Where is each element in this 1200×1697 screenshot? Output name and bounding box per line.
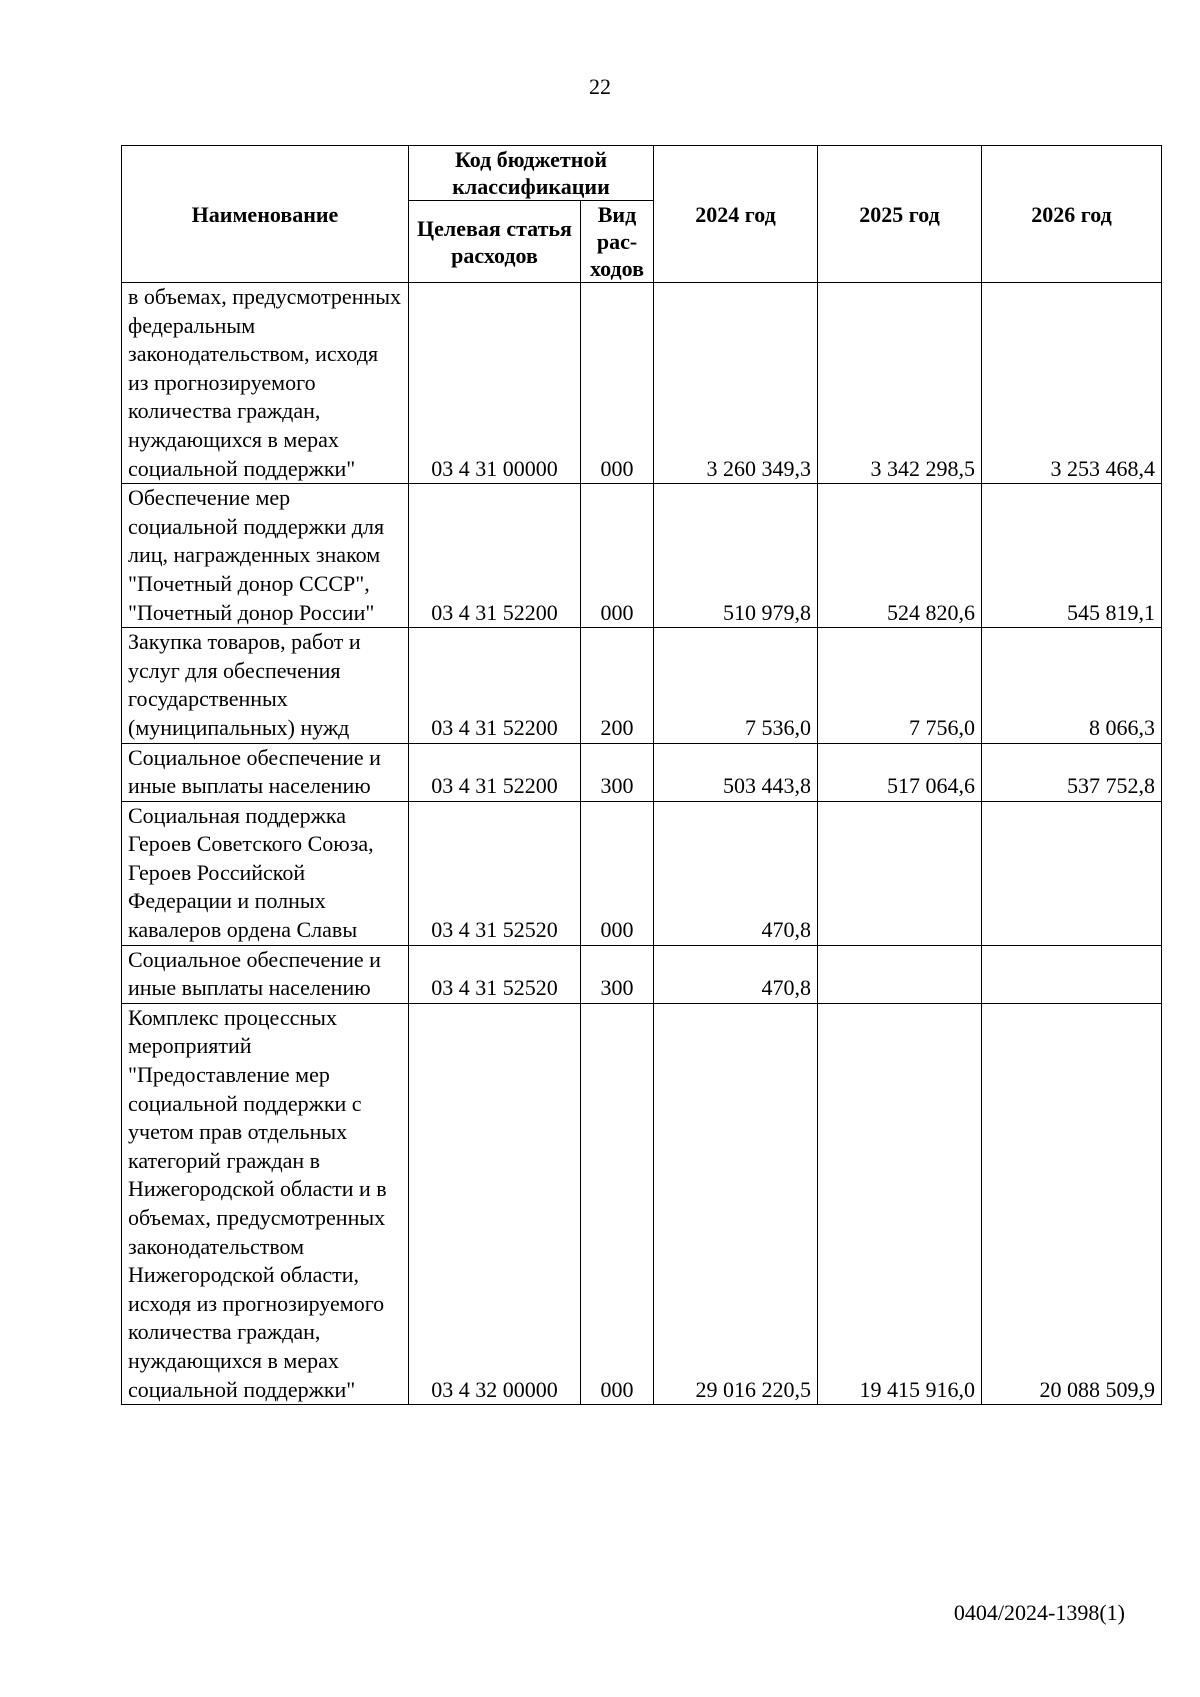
table-row xyxy=(122,1003,1162,1404)
row-2024: 470,8 xyxy=(654,945,818,1003)
row-kind: 000 xyxy=(581,1003,654,1404)
row-name: Социальное обеспечение и иные выплаты населению xyxy=(122,743,409,801)
row-2025: 517 064,6 xyxy=(818,743,982,801)
row-2025: 3 342 298,5 xyxy=(818,283,982,484)
row-code: 03 4 31 52200 xyxy=(409,628,581,743)
row-2025 xyxy=(818,801,982,945)
row-2024: 503 443,8 xyxy=(654,743,818,801)
row-2026: 537 752,8 xyxy=(982,743,1162,801)
table-body xyxy=(122,283,1162,1405)
header-2025: 2025 год xyxy=(818,146,982,283)
table-row xyxy=(122,945,1162,1003)
row-2025: 524 820,6 xyxy=(818,484,982,628)
row-2024: 510 979,8 xyxy=(654,484,818,628)
row-2026: 8 066,3 xyxy=(982,628,1162,743)
header-code-group: Код бюджетной классификации xyxy=(409,146,654,201)
row-kind: 200 xyxy=(581,628,654,743)
row-kind: 000 xyxy=(581,484,654,628)
page-number: 22 xyxy=(589,74,611,99)
table-row xyxy=(122,743,1162,801)
row-name: Комплекс процессных мероприятий "Предоставление мер социальной поддержки с учетом прав отдельных категорий граждан в Нижегородской области и в объемах, предусмотренных законодательством Нижегородской области, исходя из прогнозируемого количества граждан, нуждающихся в мерах социальной поддержки" xyxy=(122,1003,409,1404)
row-2026: 3 253 468,4 xyxy=(982,283,1162,484)
row-name: Социальная поддержка Героев Советского Союза, Героев Российской Федерации и полных кавалеров ордена Славы xyxy=(122,801,409,945)
row-2025 xyxy=(818,945,982,1003)
row-kind: 300 xyxy=(581,743,654,801)
row-code: 03 4 31 52200 xyxy=(409,743,581,801)
row-kind: 300 xyxy=(581,945,654,1003)
header-2024: 2024 год xyxy=(654,146,818,283)
table-header xyxy=(122,146,1162,283)
table-row xyxy=(122,801,1162,945)
row-2026: 545 819,1 xyxy=(982,484,1162,628)
document-registration-code: 0404/2024-1398(1) xyxy=(953,1600,1125,1625)
row-code: 03 4 31 00000 xyxy=(409,283,581,484)
row-code: 03 4 31 52200 xyxy=(409,484,581,628)
row-name: в объемах, предусмотренных федеральным законодательством, исходя из прогнозируемого количества граждан, нуждающихся в мерах социальной поддержки" xyxy=(122,283,409,484)
row-code: 03 4 31 52520 xyxy=(409,801,581,945)
row-2024: 7 536,0 xyxy=(654,628,818,743)
row-kind: 000 xyxy=(581,801,654,945)
header-expense-kind: Вид рас-ходов xyxy=(581,201,654,283)
table-row xyxy=(122,628,1162,743)
row-2026: 20 088 509,9 xyxy=(982,1003,1162,1404)
row-name: Обеспечение мер социальной поддержки для лиц, награжденных знаком "Почетный донор СССР", "Почетный донор России" xyxy=(122,484,409,628)
row-name: Социальное обеспечение и иные выплаты населению xyxy=(122,945,409,1003)
header-target-item: Целевая статья расходов xyxy=(409,201,581,283)
row-name: Закупка товаров, работ и услуг для обеспечения государственных (муниципальных) нужд xyxy=(122,628,409,743)
row-2024: 29 016 220,5 xyxy=(654,1003,818,1404)
row-2026 xyxy=(982,801,1162,945)
table-row xyxy=(122,484,1162,628)
budget-table xyxy=(121,145,1162,1405)
row-2024: 3 260 349,3 xyxy=(654,283,818,484)
header-name: Наименование xyxy=(122,146,409,283)
row-code: 03 4 32 00000 xyxy=(409,1003,581,1404)
row-code: 03 4 31 52520 xyxy=(409,945,581,1003)
row-kind: 000 xyxy=(581,283,654,484)
row-2025: 7 756,0 xyxy=(818,628,982,743)
table-row xyxy=(122,283,1162,484)
row-2024: 470,8 xyxy=(654,801,818,945)
row-2025: 19 415 916,0 xyxy=(818,1003,982,1404)
header-2026: 2026 год xyxy=(982,146,1162,283)
row-2026 xyxy=(982,945,1162,1003)
